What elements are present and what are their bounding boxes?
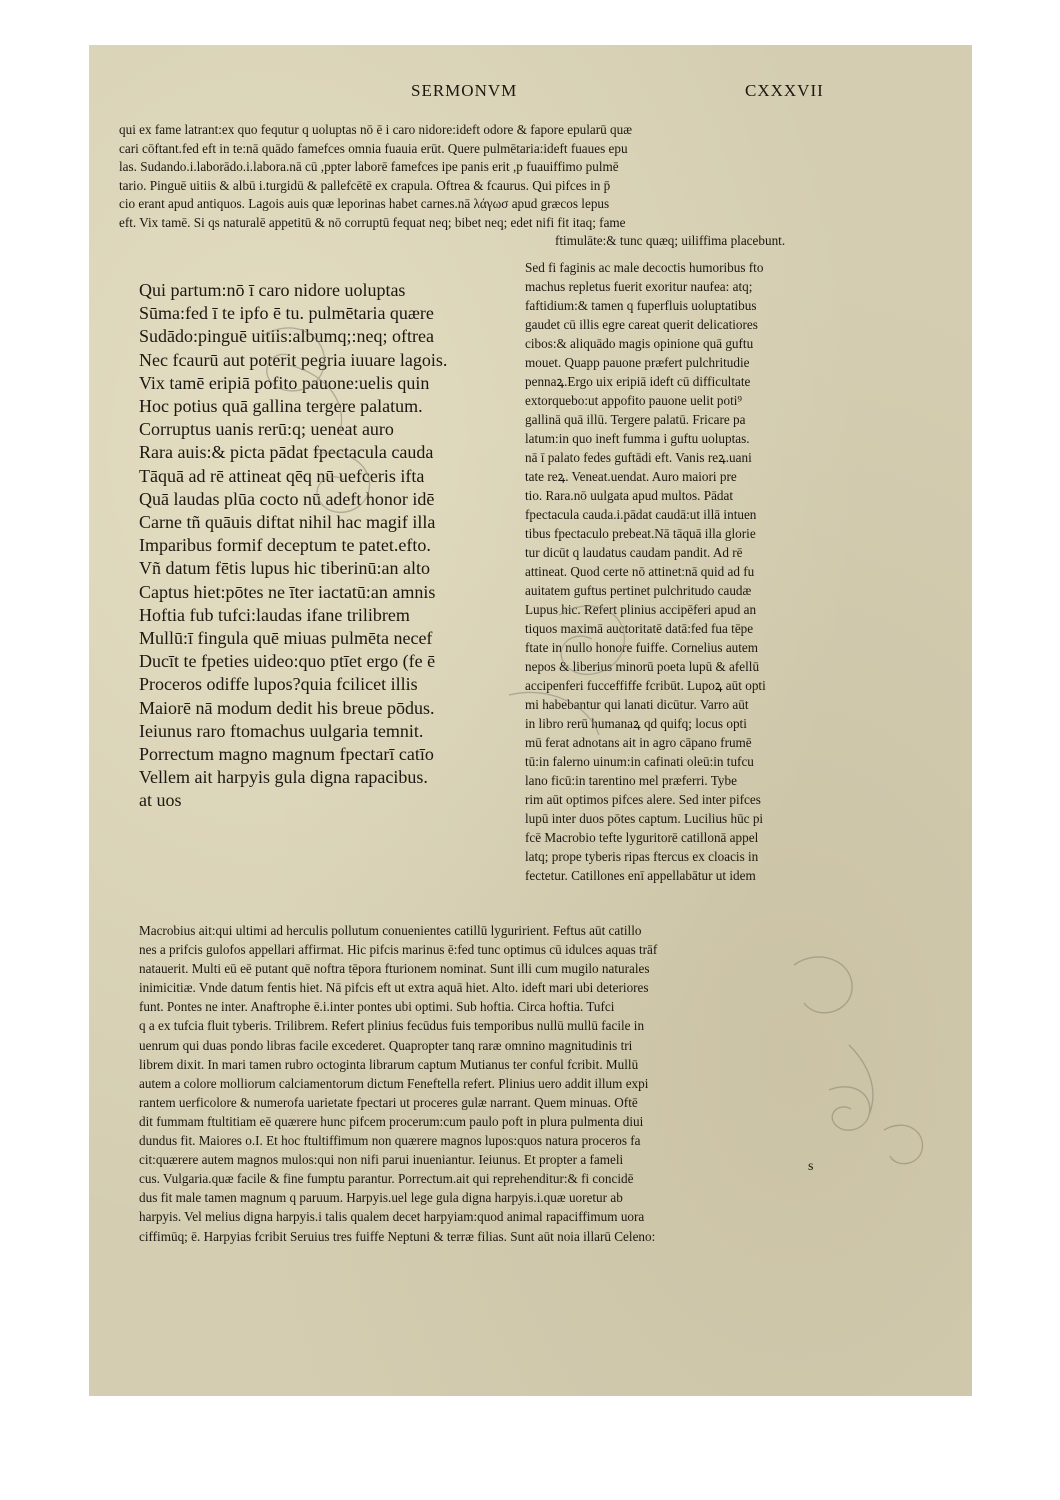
- gloss-line: rim aūt optimos pifces alere. Sed inter pifces: [525, 792, 761, 807]
- gloss-line: tiquos maximā auctoritatē datā:fed fua tēpe: [525, 621, 754, 636]
- commentary-line: autem a colore molliorum calciamentorum dictum Feneftella refert. Plinius uero addit illum expi: [139, 1075, 649, 1091]
- gloss-line: fcē Macrobio tefte lyguritorē catillonā appel: [525, 830, 759, 845]
- gloss-line: tū:in falerno uinum:in cafinati oleū:in tufcu: [525, 754, 754, 769]
- commentary-line: rantem uerficolore & numerofa uarietate fpectari ut proceres gulæ narrant. Quem minuas. Oftē: [139, 1094, 638, 1110]
- gloss-commentary: [525, 258, 870, 885]
- commentary-line: tario. Pinguē uitiis & albū i.turgidū & pallefcētē ex crapula. Oftrea & fcaurus. Qui pifces in p̄: [119, 177, 611, 193]
- gloss-line: lano ficū:in tarentino mel præferri. Tybe: [525, 773, 737, 788]
- gloss-line: latq; prope tyberis ripas ftercus ex cloacis in: [525, 849, 759, 864]
- commentary-line: ftimulāte:& tunc quæq; uiliffima placebunt.: [555, 233, 786, 248]
- gloss-line: fectetur. Catillones enī appellabātur ut idem: [525, 868, 756, 883]
- verse-line: Carne tñ quāuis diftat nihil hac magif illa: [139, 512, 436, 533]
- commentary-bottom: [139, 921, 871, 1246]
- commentary-line: qui ex fame latrant:ex quo fequtur q uoluptas nō ē i caro nidore:ideft odore & fapore epularū quæ: [119, 122, 633, 137]
- verse-line: Captus hiet:pōtes ne īter iactatū:an amnis: [139, 581, 436, 602]
- commentary-top: [119, 121, 869, 251]
- gloss-line: auitatem guftus pertinet pulchritudo caudæ: [525, 583, 752, 598]
- gloss-line: latum:in quo ineft fumma i guftu uoluptas.: [525, 431, 750, 446]
- verse-line: Rara auis:& picta pādat fpectacula cauda: [139, 442, 434, 463]
- verse-line: Maiorē nā modum dedit his breue pōdus.: [139, 697, 435, 718]
- gloss-line: tate reꝝ. Veneat.uendat. Auro maiori pre: [525, 469, 737, 484]
- stamp-swirl: [884, 1125, 922, 1164]
- gloss-line: fpectacula cauda.i.pādat caudā:ut illā intuen: [525, 507, 757, 522]
- gloss-line: in libro rerū humanaꝝ qd quifq; locus opti: [525, 716, 747, 731]
- verse-line: Tāquā ad rē attineat qēq nū uefceris ifta: [139, 465, 425, 486]
- gloss-line: gaudet cū illis egre careat querit delicatiores: [525, 317, 758, 332]
- gloss-line: tio. Rara.nō uulgata apud multos. Pādat: [525, 488, 734, 503]
- commentary-line: librem dixit. In mari tamen rubro octoginta librarum captum Mutianus ter conful fcribit. Mullū: [139, 1056, 639, 1072]
- commentary-line: q a ex tufcia fluit tyberis. Trilibrem. Refert plinius fecūdus fuis temporibus nullū mullū facile in: [139, 1018, 645, 1034]
- running-title: SERMONVM: [411, 81, 518, 100]
- verse-line: Porrectum magno magnum fpectarī catīo: [139, 744, 434, 765]
- gloss-line: attineat. Quod certe nō attinet:nā quid ad fu: [525, 564, 755, 579]
- gloss-line: lupū inter duos pōtes captum. Lucilius hūc pi: [525, 811, 764, 826]
- gloss-line: Sed fi faginis ac male decoctis humoribus fto: [525, 260, 764, 275]
- verse-line: Qui partum:nō ī caro nidore uoluptas: [139, 280, 406, 300]
- commentary-line: natauerit. Multi eū eē putant quē noftra tēpora fturionem nominat. Sunt illi cum mugilo naturales: [139, 961, 650, 977]
- gloss-line: machus repletus fuerit exoritur naufea: atq;: [525, 279, 753, 294]
- commentary-line: cio erant apud antiquos. Lagois auis quæ leporinas habet carnes.nā λάγωσ apud græcos lepus: [119, 196, 610, 211]
- gloss-line: tur dicūt q laudatus caudam pandit. Ad rē: [525, 545, 743, 560]
- gloss-line: Lupus hic. Refert plinius accipēferi apud an: [525, 602, 757, 617]
- parchment-page: [89, 45, 972, 1396]
- gloss-line: nepos & liberius minorū poeta lupū & afellū: [525, 659, 760, 674]
- verse-line: Vñ datum fētis lupus hic tiberinū:an alto: [139, 558, 430, 579]
- verse-line: Vix tamē eripiā pofito pauone:uelis quin: [139, 372, 430, 393]
- verse-line: Vellem ait harpyis gula digna rapacibus.: [139, 767, 428, 788]
- verse-line: Hoc potius quā gallina tergere palatum.: [139, 396, 423, 417]
- commentary-line: cari cōftant.fed eft in te:nā quādo famefces omnia fuauia erūt. Quere pulmētaria:ideft fuaues epu: [119, 140, 628, 156]
- gloss-line: ftate in nullo honore fuiffe. Cornelius autem: [525, 640, 759, 655]
- commentary-line: dus fit male tamen magnum q paruum. Harpyis.uel lege gula digna harpyis.i.quæ uoretur ab: [139, 1190, 623, 1206]
- commentary-line: Macrobius ait:qui ultimi ad herculis pollutum conuenientes catillū lyguririent. Feftus aūt catillo: [139, 923, 642, 938]
- commentary-line: harpyis. Vel melius digna harpyis.i talis qualem decet harpyiam:quod animal rapaciffimum uora: [139, 1209, 645, 1225]
- commentary-line: uenrum qui duas pondo libras facile excederet. Quapropter tanq raræ omnino magnitudinis tri: [139, 1037, 633, 1053]
- verse-line: at uos: [139, 790, 182, 811]
- verse-text: [139, 279, 519, 813]
- verse-line: Hoftia fub tufci:laudas ifane trilibrem: [139, 604, 410, 625]
- gloss-line: gallinā quā illū. Tergere palatū. Fricare pa: [525, 412, 746, 427]
- commentary-line: funt. Pontes ne inter. Anaftrophe ē.i.inter pontes ubi optimi. Sub hoftia. Circa hoftia. Tufci: [139, 999, 615, 1015]
- commentary-line: nes a prifcis gulofos appellari affirmat. Hic pifcis marinus ē:fed tunc optimus cū idulces aquas trāf: [139, 942, 658, 958]
- gloss-line: accipenferi fucceffiffe fcribūt. Lupoꝝ aūt opti: [525, 678, 766, 693]
- gloss-line: tibus fpectaculo prebeat.Nā tāquā illa glorie: [525, 526, 756, 541]
- verse-line: Imparibus formif deceptum te patet.efto.: [139, 535, 431, 556]
- commentary-line: inimicitiæ. Vnde datum fentis hiet. Nā pifcis eft ut extra aquā hiet. Alto. ideft mari ubi deteriores: [139, 980, 649, 996]
- gloss-line: pennaꝝ.Ergo uix eripiā ideft cū difficultate: [525, 374, 751, 389]
- gloss-line: faftidium:& tamen q fuperfluis uoluptatibus: [525, 298, 757, 313]
- folio-number: CXXXVII: [745, 81, 824, 100]
- verse-line: Sūma:fed ī te ipfo ē tu. pulmētaria quære: [139, 303, 434, 324]
- commentary-line: cus. Vulgaria.quæ facile & fine fumptu parantur. Porrectum.ait qui reprehenditur:& fi concidē: [139, 1171, 634, 1187]
- verse-line: Ducīt te fpeties uideo:quo ptīet ergo (fe ē: [139, 651, 436, 672]
- gloss-line: extorquebo:ut appofito pauone uelit poti⁹: [525, 393, 743, 408]
- commentary-line: dundus fit. Maiores o.I. Et hoc ftultiffimum non quærere magnos lupos:quos natura proceros fa: [139, 1133, 641, 1149]
- gloss-line: mouet. Quapp pauone præfert pulchritudie: [525, 355, 750, 370]
- gloss-line: mū ferat adnotans ait in agro cāpano frumē: [525, 735, 752, 750]
- verse-line: Sudādo:pinguē uitiis:albumq;:neq; oftrea: [139, 326, 434, 347]
- gloss-line: cibos:& aliquādo magis opinione quā guftu: [525, 336, 754, 351]
- verse-line: Corruptus uanis rerū:q; ueneat auro: [139, 419, 394, 440]
- commentary-line: cit:quærere autem magnos mulos:qui non nifi parui inueniantur. Ieiunus. Et propter a fameli: [139, 1152, 624, 1168]
- commentary-line: las. Sudando.i.laborādo.i.labora.nā cū ,ppter laborē famefces ipe panis erit ,p fuauiffimo pulmē: [119, 159, 619, 174]
- verse-line: Ieiunus raro ftomachus uulgaria temnit.: [139, 720, 424, 741]
- signature-mark: s: [808, 1159, 814, 1174]
- verse-line: Quā laudas plūa cocto nū adeft honor idē: [139, 488, 435, 509]
- commentary-line: eft. Vix tamē. Si qs naturalē appetitū & nō corruptū fequat neq; bibet neq; edet nifi fit itaq; fame: [119, 214, 626, 230]
- commentary-line: ciffimūq; ē. Harpyias fcribit Seruius tres fuiffe Neptuni & terræ filias. Sunt aūt noia illarū Celeno:: [139, 1228, 656, 1244]
- verse-line: Proceros odiffe lupos?quia fcilicet illis: [139, 674, 418, 695]
- verse-line: Nec fcaurū aut poterit pegria iuuare lagois.: [139, 349, 448, 370]
- commentary-line: dit fummam ftultitiam eē quærere hunc pifcem procerum:cum paulo poft in plura pulmenta diui: [139, 1113, 644, 1129]
- gloss-line: nā ī palato fedes guftādi eft. Vanis reꝝ.uani: [525, 450, 752, 465]
- verse-line: Mullū:ī fingula quē miuas pulmēta necef: [139, 628, 433, 649]
- gloss-line: mi habebantur qui lanati dicūtur. Varro aūt: [525, 697, 749, 712]
